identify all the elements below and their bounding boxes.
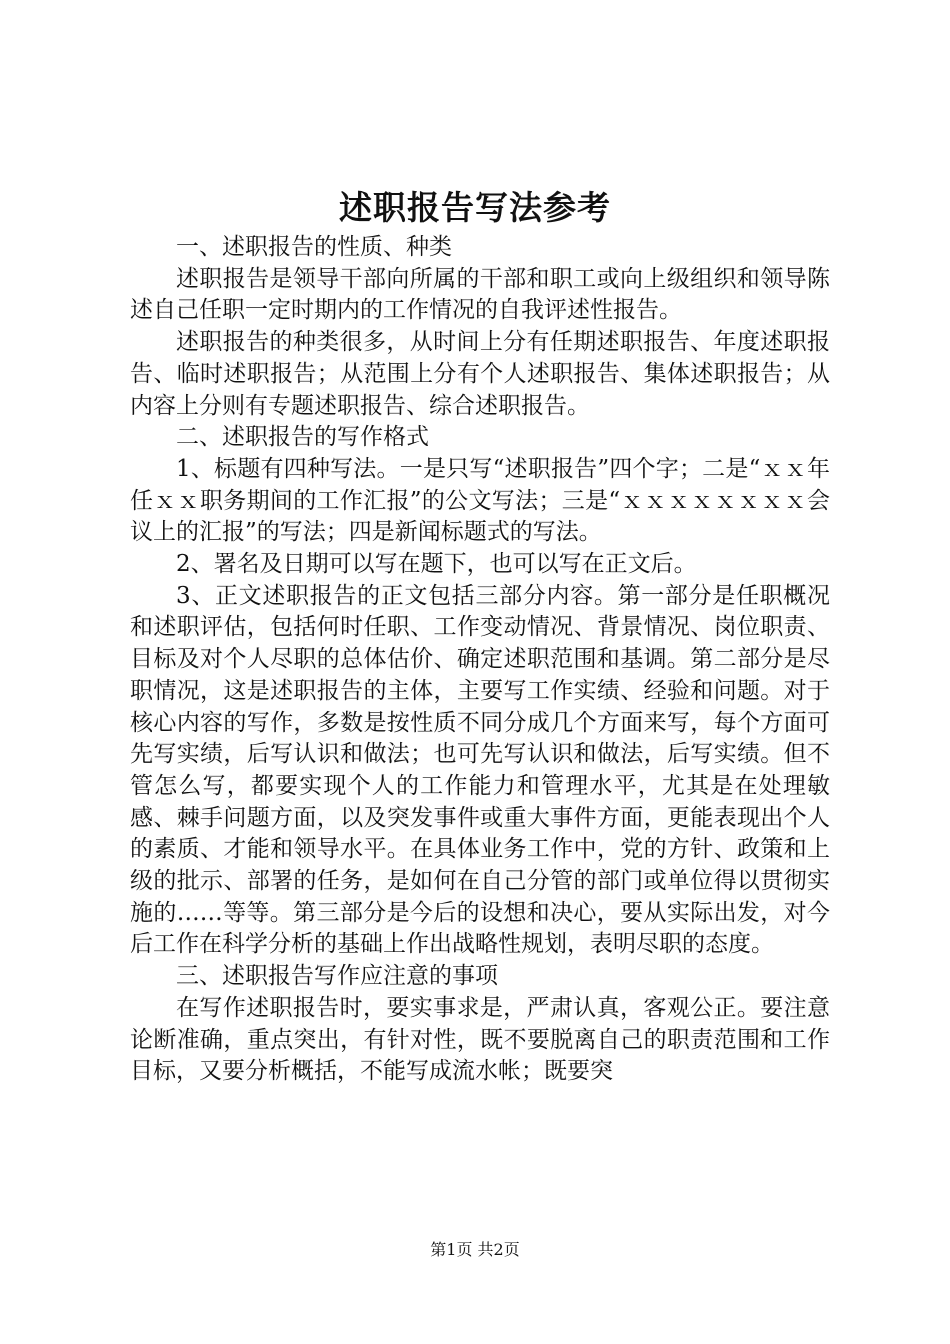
document-body	[130, 232, 830, 1088]
paragraph: 述职报告是领导干部向所属的干部和职工或向上级组织和领导陈述自己任职一定时期内的工作情况的自我评述性报告。	[130, 265, 830, 324]
paragraph: 1、标题有四种写法。一是只写“述职报告”四个字；二是“ｘｘ年任ｘｘ职务期间的工作汇报”的公文写法；三是“ｘｘｘｘｘｘｘｘ会议上的汇报”的写法；四是新闻标题式的写法。	[130, 455, 830, 546]
paragraph: 述职报告的种类很多，从时间上分有任期述职报告、年度述职报告、临时述职报告；从范围上分有个人述职报告、集体述职报告；从内容上分则有专题述职报告、综合述职报告。	[130, 329, 830, 419]
document-title: 述职报告写法参考	[339, 188, 611, 227]
paragraph: 2、署名及日期可以写在题下，也可以写在正文后。	[176, 551, 697, 578]
paragraph: 3、正文述职报告的正文包括三部分内容。第一部分是任职概况和述职评估，包括何时任职、工作变动情况、背景情况、岗位职责、目标及对个人尽职的总体估价、确定述职范围和基调。第二部分是尽职情况，这是述职报告的主体，主要写工作实绩、经验和问题。对于核心内容的写作，多数是按性质不同分成几个方面来写，每个方面可先写实绩，后写认识和做法；也可先写认识和做法，后写实绩。但不管怎么写，都要实现个人的工作能力和管理水平，尤其是在处理敏感、棘手问题方面，以及突发事件或重大事件方面，更能表现出个人的素质、才能和领导水平。在具体业务工作中，党的方针、政策和上级的批示、部署的任务，是如何在自己分管的部门或单位得以贯彻实施的……等等。第三部分是今后的设想和决心，要从实际出发，对今后工作在科学分析的基础上作出战略性规划，表明尽职的态度。	[130, 582, 830, 958]
section-heading: 一、述职报告的性质、种类	[176, 234, 452, 260]
section-heading: 三、述职报告写作应注意的事项	[176, 963, 498, 990]
page-footer: 第1页 共2页	[430, 1240, 520, 1259]
paragraph: 在写作述职报告时，要实事求是，严肃认真，客观公正。要注意论断准确，重点突出，有针对性，既不要脱离自己的职责范围和工作目标，又要分析概括，不能写成流水帐；既要突	[130, 994, 830, 1085]
section-heading: 二、述职报告的写作格式	[176, 424, 429, 451]
